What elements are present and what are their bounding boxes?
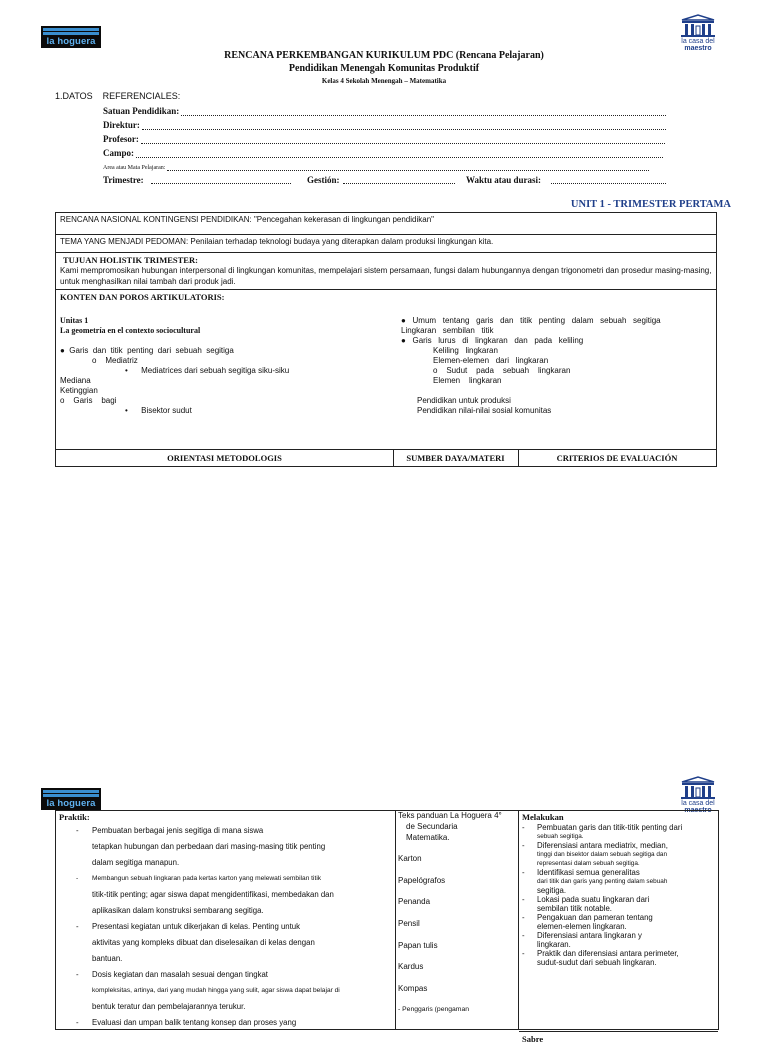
document-title: RENCANA PERKEMBANGAN KURIKULUM PDC (Rencana Pelajaran)	[224, 50, 544, 61]
criteria-item: - Diferensiasi antara lingkaran y	[522, 931, 642, 940]
criteria-item: - Lokasi pada suatu lingkaran dari	[522, 895, 650, 904]
material-item: Papan tulis	[398, 940, 438, 950]
praktik-item: bentuk teratur dan pembelajarannya terukur.	[92, 1002, 246, 1011]
materi-column	[396, 811, 519, 1029]
criteria-item: dari titik dan garis yang penting dalam sebuah	[537, 878, 668, 885]
field-profesor: Profesor:	[103, 134, 665, 144]
praktik-item: - Evaluasi dan umpan balik tentang konsep dan proses yang	[76, 1018, 297, 1027]
praktik-item: - Membangun sebuah lingkaran pada kertas karton yang melewati sembilan titik	[76, 875, 322, 882]
material-item	[398, 995, 518, 1006]
criteria-item: segitiga.	[537, 886, 567, 895]
la-casa-del-maestro-logo: la casa del maestro	[678, 14, 718, 52]
criteria-item: representasi dalam sebuah segitiga.	[537, 860, 640, 867]
konten-left-column: Unitas 1 La geometría en el contexto sociocultural ● Garis dan titik penting dari sebuah segitiga o Mediatriz • Mediatrices dari sebuah segitiga siku-siku Mediana Ketinggian o Garis bagi • Bisektor sudut	[60, 316, 290, 415]
logo-name: la hoguera	[46, 36, 96, 47]
material-item: - Penggaris (pengaman	[398, 1006, 470, 1014]
field-area: Area atau Mata Pelajaran:	[103, 162, 649, 171]
material-item: Matematika.	[406, 832, 450, 842]
praktik-list	[56, 823, 395, 1031]
unit-title: UNIT 1 - TRIMESTER PERTAMA	[570, 199, 731, 210]
header-criterios: CRITERIOS DE EVALUACIÓN	[556, 453, 678, 463]
criteria-item: tinggi dan bisektor dalam sebuah segitiga dan	[537, 851, 668, 858]
criteria-item: sebuah segitiga.	[537, 833, 584, 840]
plan-table-page2	[55, 810, 719, 1044]
material-item	[398, 843, 518, 854]
la-hoguera-logo-page2: la hoguera	[41, 788, 101, 810]
row-table-headers	[56, 450, 716, 468]
praktik-item: aktivitas yang kompleks dibuat dan diselesaikan di kelas dengan	[92, 938, 315, 947]
material-item: Karton	[398, 854, 422, 864]
praktik-item: - Dosis kegiatan dan masalah sesuai dengan tingkat	[76, 970, 268, 979]
sabre-heading: Sabre	[522, 1034, 544, 1044]
orientasi-column	[56, 811, 396, 1029]
row-konten: KONTEN DAN POROS ARTIKULATORIS: Unitas 1 La geometría en el contexto sociocultural ● Garis dan titik penting dari sebuah segitiga o Mediatriz • Mediatrices dari sebuah segitiga siku-siku Mediana Ketinggian o Garis bagi • Bisektor sudut ● Umum tentang garis dan titik penting dalam sebuah segitiga Lingkaran sembilan titik ● Garis lurus di lingkaran dan pada keliling Keliling lingkaran Elemen-elemen dari lingkaran o Sudut pada sebuah lingkaran Elemen lingkaran Pendidikan untuk produksi Pendidikan nilai-nilai sosial komunitas	[56, 290, 716, 450]
material-item: Papelógrafos	[398, 875, 446, 885]
praktik-item: - Presentasi kegiatan untuk dikerjakan di kelas. Penting untuk	[76, 922, 301, 931]
material-item	[398, 951, 518, 962]
document-subtitle: Pendidikan Menengah Komunitas Produktif	[288, 63, 480, 74]
praktik-item: dalam segitiga manapun.	[92, 858, 180, 867]
criteria-list	[519, 823, 718, 967]
la-casa-del-maestro-logo-page2: la casa del maestro	[678, 776, 718, 814]
praktik-heading: Praktik:	[59, 812, 90, 822]
praktik-item: bantuan.	[92, 954, 123, 963]
material-item: Kompas	[398, 983, 428, 993]
building-icon	[678, 776, 718, 800]
material-item: Kardus	[398, 962, 424, 972]
row-tujuan-holistik: TUJUAN HOLISTIK TRIMESTER: Kami mempromosikan hubungan interpersonal di lingkungan komunitas, mempelajari sistem persamaan, fungsi dalam hubungannya dengan trigonometri dan prosedur masing-masing, untuk menghasilkan nilai tambah dari produk jadi.	[56, 253, 716, 290]
material-item: Teks panduan La Hoguera 4°	[398, 811, 502, 820]
row-rencana-nasional: RENCANA NASIONAL KONTINGENSI PENDIDIKAN: "Pencegahan kekerasan di lingkungan pendidikan"	[56, 213, 716, 235]
row-tema: TEMA YANG MENJADI PEDOMAN: Penilaian terhadap teknologi budaya yang diterapkan dalam produksi lingkungan kita.	[56, 235, 716, 253]
material-item: de Secundaria	[406, 821, 458, 831]
material-item	[398, 908, 518, 919]
praktik-item: aplikasikan dalam konstruksi sembarang segitiga.	[92, 906, 264, 915]
material-item: Pensil	[398, 918, 420, 928]
material-item	[398, 930, 518, 941]
field-satuan-pendidikan: Satuan Pendidikan:	[103, 106, 666, 116]
page-gap	[0, 498, 768, 784]
datos-referenciales-label: 1.DATOS REFERENCIALES:	[55, 91, 181, 101]
document-page-2	[0, 784, 768, 1044]
criteria-item: sudut-sudut dari sebuah lingkaran.	[537, 958, 657, 967]
konten-right-column: ● Umum tentang garis dan titik penting dalam sebuah segitiga Lingkaran sembilan titik ● Garis lurus di lingkaran dan pada keliling Keliling lingkaran Elemen-elemen dari lingkaran o Sudut pada sebuah lingkaran Elemen lingkaran Pendidikan untuk produksi Pendidikan nilai-nilai sosial komunitas	[401, 316, 661, 415]
building-icon	[678, 14, 718, 38]
document-page-1: la hoguera la casa del maestro RENCANA PERKEMBANGAN KURIKULUM PDC (Rencana Pelajaran) Pendidikan Menengah Komunitas Produktif Kelas 4 Sekolah Menengah – Matematika 1.DATOS REFERENCIALES: Satuan Pendidikan: Direktur: Profesor: Campo: Area atau Mata Pelajaran: Trimestre: Gestión: Waktu atau durasi: UNIT 1 - TRIMESTER PERTAMA RENCANA NASIONAL KONTINGENSI PENDIDIKAN: "Pencegahan kekerasan di lingkungan pendidikan" TEMA YANG MENJADI PEDOMAN: Penilaian terhadap teknologi budaya yang diterapkan dalam produksi lingkungan kita. TUJUAN HOLISTIK TRIMESTER: Kami mempromosikan hubungan interpersonal di lingkungan komunitas, mempelajari sistem persamaan, fungsi dalam hubungannya dengan trigonometri dan prosedur masing-masing, untuk menghasilkan nilai tambah dari produk jadi. KONTEN DAN POROS ARTIKULATORIS: Unitas 1 La geometría en el contexto sociocultural ● Garis dan titik penting dari sebuah segitiga o Mediatriz • Mediatrices dari sebuah segitiga siku-siku Mediana Ketinggian o Garis bagi • Bisektor sudut ● Umum tentang garis dan titik penting dalam sebuah segitiga Lingkaran sembilan titik ● Garis lurus di lingkaran dan pada keliling Keliling lingkaran Elemen-elemen dari lingkaran o Sudut pada sebuah lingkaran Elemen lingkaran Pendidikan untuk produksi Pendidikan nilai-nilai sosial komunitas ORIENTASI METODOLOGIS SUMBER DAYA/MATERI CRITERIOS DE EVALUACIÓN	[0, 0, 768, 498]
plan-table	[55, 212, 717, 467]
criteria-item: - Pembuatan garis dan titik-titik penting dari	[522, 823, 683, 832]
criteria-item: elemen-elemen lingkaran.	[537, 922, 627, 931]
praktik-item: - Pembuatan berbagai jenis segitiga di mana siswa	[76, 826, 264, 835]
class-line: Kelas 4 Sekolah Menengah – Matematika	[321, 77, 447, 85]
field-campo: Campo:	[103, 148, 663, 158]
field-direktur: Direktur:	[103, 120, 666, 130]
criteria-item: - Pengakuan dan pameran tentang	[522, 913, 653, 922]
materials-list	[396, 811, 518, 1016]
material-item	[398, 865, 518, 876]
la-hoguera-logo	[41, 26, 101, 48]
criteria-item: - Praktik dan diferensiasi antara perimeter,	[522, 949, 679, 958]
criteria-item: - Identifikasi semua generalitas	[522, 868, 640, 877]
material-item: Penanda	[398, 897, 431, 907]
criteria-item: sembilan titik notable.	[537, 904, 612, 913]
melakukan-heading: Melakukan	[522, 812, 564, 822]
header-sumber: SUMBER DAYA/MATERI	[393, 450, 519, 467]
praktik-item: tetapkan hubungan dan perbedaan dari masing-masing titik penting	[92, 842, 326, 851]
criteria-item: - Diferensiasi antara mediatrix, median,	[522, 841, 668, 850]
praktik-item: kompleksitas, artinya, dari yang mudah hingga yang sulit, agar siswa dapat belajar di	[92, 987, 340, 994]
header-orientasi: ORIENTASI METODOLOGIS	[56, 450, 394, 467]
praktik-item: titik-titik penting; agar siswa dapat mengidentifikasi, membedakan dan	[92, 890, 334, 899]
material-item	[398, 887, 518, 898]
criterios-column	[519, 811, 718, 1044]
criteria-item: lingkaran.	[537, 940, 571, 949]
material-item	[398, 973, 518, 984]
